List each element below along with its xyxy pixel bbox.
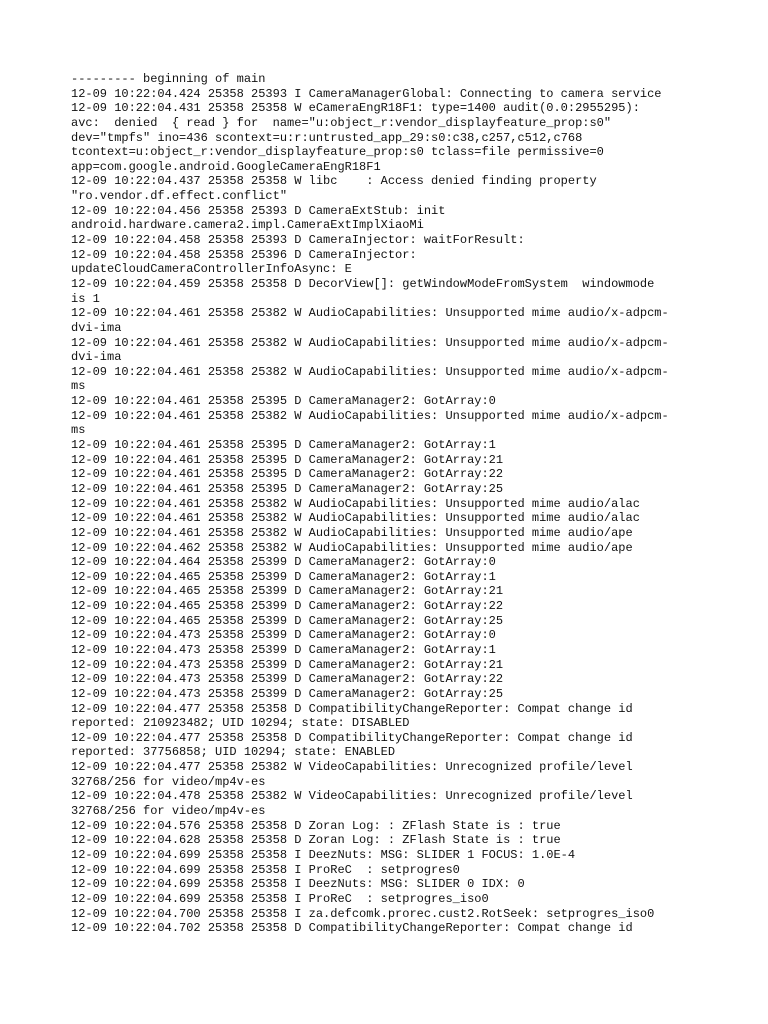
log-line: 12-09 10:22:04.464 25358 25399 D CameraManager2: GotArray:0: [71, 555, 496, 570]
log-line: 12-09 10:22:04.461 25358 25382 W AudioCapabilities: Unsupported mime audio/x-adpcm-: [71, 364, 669, 379]
log-line: 12-09 10:22:04.477 25358 25382 W VideoCapabilities: Unrecognized profile/level: [71, 760, 633, 775]
log-line: 12-09 10:22:04.465 25358 25399 D CameraManager2: GotArray:25: [71, 613, 504, 628]
log-line: 12-09 10:22:04.461 25358 25382 W AudioCapabilities: Unsupported mime audio/alac: [71, 496, 640, 511]
log-line: 12-09 10:22:04.699 25358 25358 I DeezNuts: MSG: SLIDER 0 IDX: 0: [71, 877, 525, 892]
log-line: app=com.google.android.GoogleCameraEngR18F1: [71, 159, 381, 174]
log-line: 12-09 10:22:04.477 25358 25358 D CompatibilityChangeReporter: Compat change id: [71, 701, 633, 716]
log-line: 12-09 10:22:04.576 25358 25358 D Zoran Log: : ZFlash State is : true: [71, 818, 561, 833]
log-line: tcontext=u:object_r:vendor_displayfeature_prop:s0 tclass=file permissive=0: [71, 145, 604, 160]
log-line: 12-09 10:22:04.459 25358 25358 D DecorView[]: getWindowModeFromSystem windowmode: [71, 276, 655, 291]
log-line: 12-09 10:22:04.699 25358 25358 I DeezNuts: MSG: SLIDER 1 FOCUS: 1.0E-4: [71, 847, 576, 862]
log-line: 12-09 10:22:04.628 25358 25358 D Zoran Log: : ZFlash State is : true: [71, 833, 561, 848]
log-line: 12-09 10:22:04.473 25358 25399 D CameraManager2: GotArray:22: [71, 672, 504, 687]
log-line: 12-09 10:22:04.699 25358 25358 I ProReC : setprogres_iso0: [71, 891, 489, 906]
log-line: 12-09 10:22:04.465 25358 25399 D CameraManager2: GotArray:1: [71, 569, 496, 584]
log-line: 12-09 10:22:04.473 25358 25399 D CameraManager2: GotArray:1: [71, 642, 496, 657]
log-line: 12-09 10:22:04.461 25358 25382 W AudioCapabilities: Unsupported mime audio/alac: [71, 511, 640, 526]
log-line: 12-09 10:22:04.437 25358 25358 W libc : Access denied finding property: [71, 174, 597, 189]
log-line: avc: denied { read } for name="u:object_r:vendor_displayfeature_prop:s0": [71, 115, 612, 130]
log-line: dev="tmpfs" ino=436 scontext=u:r:untrusted_app_29:s0:c38,c257,c512,c768: [71, 130, 583, 145]
log-line: dvi-ima: [71, 350, 122, 365]
log-line: 12-09 10:22:04.699 25358 25358 I ProReC : setprogres0: [71, 862, 460, 877]
log-line: android.hardware.camera2.impl.CameraExtImplXiaoMi: [71, 218, 424, 233]
log-line: 12-09 10:22:04.458 25358 25393 D CameraInjector: waitForResult:: [71, 233, 525, 248]
log-line: 12-09 10:22:04.477 25358 25358 D CompatibilityChangeReporter: Compat change id: [71, 730, 633, 745]
log-line: --------- beginning of main: [71, 72, 266, 86]
log-line: 12-09 10:22:04.473 25358 25399 D CameraManager2: GotArray:0: [71, 628, 496, 643]
log-line: 12-09 10:22:04.478 25358 25382 W VideoCapabilities: Unrecognized profile/level: [71, 789, 633, 804]
log-line: reported: 37756858; UID 10294; state: ENABLED: [71, 745, 396, 760]
log-line: 12-09 10:22:04.700 25358 25358 I za.defcomk.prorec.cust2.RotSeek: setprogres_iso0: [71, 906, 655, 921]
log-line: 12-09 10:22:04.461 25358 25395 D CameraManager2: GotArray:0: [71, 394, 496, 409]
log-document: [71, 72, 711, 936]
log-line: 12-09 10:22:04.461 25358 25395 D CameraManager2: GotArray:22: [71, 467, 504, 482]
log-line: 12-09 10:22:04.465 25358 25399 D CameraManager2: GotArray:22: [71, 599, 504, 614]
log-line: dvi-ima: [71, 320, 122, 335]
log-line: 12-09 10:22:04.461 25358 25395 D CameraManager2: GotArray:1: [71, 438, 496, 453]
log-line: 12-09 10:22:04.424 25358 25393 I CameraManagerGlobal: Connecting to camera service: [71, 86, 662, 101]
log-line: 12-09 10:22:04.462 25358 25382 W AudioCapabilities: Unsupported mime audio/ape: [71, 540, 633, 555]
log-line: 32768/256 for video/mp4v-es: [71, 804, 266, 819]
log-line: "ro.vendor.df.effect.conflict": [71, 189, 288, 204]
log-line: 12-09 10:22:04.458 25358 25396 D CameraInjector:: [71, 247, 417, 262]
log-line: 12-09 10:22:04.461 25358 25382 W AudioCapabilities: Unsupported mime audio/x-adpcm-: [71, 408, 669, 423]
log-line: ms: [71, 379, 86, 394]
log-line: is 1: [71, 291, 100, 306]
log-line: 12-09 10:22:04.456 25358 25393 D CameraExtStub: init: [71, 203, 446, 218]
log-line: 12-09 10:22:04.461 25358 25382 W AudioCapabilities: Unsupported mime audio/x-adpcm-: [71, 306, 669, 321]
log-line: 12-09 10:22:04.461 25358 25395 D CameraManager2: GotArray:21: [71, 452, 504, 467]
log-line: 12-09 10:22:04.473 25358 25399 D CameraManager2: GotArray:21: [71, 657, 504, 672]
log-line: 32768/256 for video/mp4v-es: [71, 774, 266, 789]
log-line: 12-09 10:22:04.461 25358 25382 W AudioCapabilities: Unsupported mime audio/ape: [71, 525, 633, 540]
log-line: 12-09 10:22:04.702 25358 25358 D CompatibilityChangeReporter: Compat change id: [71, 921, 633, 936]
log-line: 12-09 10:22:04.461 25358 25382 W AudioCapabilities: Unsupported mime audio/x-adpcm-: [71, 335, 669, 350]
log-line: 12-09 10:22:04.461 25358 25395 D CameraManager2: GotArray:25: [71, 481, 504, 496]
log-line: 12-09 10:22:04.431 25358 25358 W eCameraEngR18F1: type=1400 audit(0.0:2955295):: [71, 101, 640, 116]
log-line: 12-09 10:22:04.473 25358 25399 D CameraManager2: GotArray:25: [71, 686, 504, 701]
log-line: updateCloudCameraControllerInfoAsync: E: [71, 262, 352, 277]
log-line: reported: 210923482; UID 10294; state: DISABLED: [71, 716, 410, 731]
log-line: 12-09 10:22:04.465 25358 25399 D CameraManager2: GotArray:21: [71, 584, 504, 599]
log-line: ms: [71, 423, 86, 438]
